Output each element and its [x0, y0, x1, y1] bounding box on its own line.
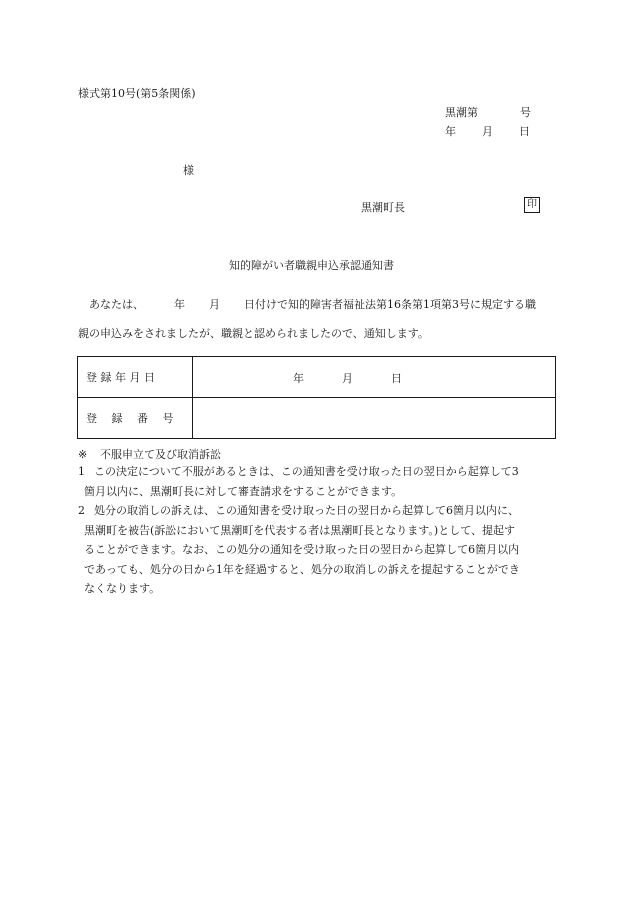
body-month: 月	[209, 298, 220, 311]
document-date-day: 日	[519, 125, 530, 138]
body-line1-end: 日付けで知的障害者福祉法第16条第1項第3号に規定する職	[244, 298, 536, 311]
note-number: 2	[78, 504, 85, 517]
issuer-title: 黒潮町長	[361, 201, 405, 214]
body-line-1	[78, 290, 558, 319]
note-line-text: なくなります。	[84, 582, 161, 596]
document-number	[445, 104, 531, 120]
registration-year: 年	[293, 372, 304, 385]
document-number-suffix: 号	[520, 106, 531, 119]
note-line-text: 処分の取消しの訴えは、この通知書を受け取った日の翌日から起算して6箇月以内に、	[94, 504, 519, 517]
registration-number-value	[193, 398, 556, 439]
registration-number-row	[78, 398, 556, 439]
body-line-2: 親の申込みをされましたが、職親と認められましたので、通知します。	[78, 327, 429, 340]
document-number-prefix: 黒潮第	[445, 106, 478, 119]
registration-day: 日	[391, 372, 402, 385]
seal-mark: 印	[524, 197, 540, 213]
registration-number-label: 登 録 番 号	[78, 398, 193, 439]
notes-heading-text: 不服申立て及び取消訴訟	[100, 448, 221, 461]
body-text	[78, 290, 558, 348]
reference-mark: ※	[78, 448, 88, 461]
form-number: 様式第10号(第5条関係)	[78, 87, 196, 100]
note-line-text: 箇月以内に、黒潮町長に対して審査請求をすることができます。	[84, 484, 403, 498]
notes-heading	[78, 446, 221, 462]
document-title: 知的障がい者職親申込承認通知書	[229, 259, 394, 272]
note-number: 1	[78, 465, 85, 478]
body-line1-start: あなたは、	[89, 298, 144, 311]
note-line	[78, 462, 558, 482]
document-date-month: 月	[482, 125, 493, 138]
registration-date-value	[193, 357, 556, 398]
registration-table	[77, 356, 556, 439]
registration-month: 月	[342, 372, 353, 385]
document-date-year: 年	[445, 125, 456, 138]
note-line	[78, 579, 558, 599]
note-item-2	[78, 501, 558, 599]
note-line	[78, 521, 558, 541]
note-line-text: ることができます。なお、この処分の通知を受け取った日の翌日から起算して6箇月以内	[84, 543, 520, 557]
note-line	[78, 560, 558, 580]
recipient-honorific: 様	[183, 164, 194, 177]
note-line-text: 黒潮町を被告(訴訟において黒潮町を代表する者は黒潮町長となります。)として、提起す	[84, 523, 515, 537]
note-line	[78, 540, 558, 560]
registration-date-row	[78, 357, 556, 398]
document-date	[445, 123, 530, 139]
note-line-text: この決定について不服があるときは、この通知書を受け取った日の翌日から起算して3	[94, 465, 519, 478]
note-line	[78, 501, 558, 521]
body-year: 年	[174, 298, 185, 311]
note-line	[78, 482, 558, 502]
note-item-1	[78, 462, 558, 501]
note-line-text: であっても、処分の日から1年を経過すると、処分の取消しの訴えを提起することができ	[84, 562, 520, 576]
registration-date-label: 登 録 年 月 日	[78, 357, 193, 398]
